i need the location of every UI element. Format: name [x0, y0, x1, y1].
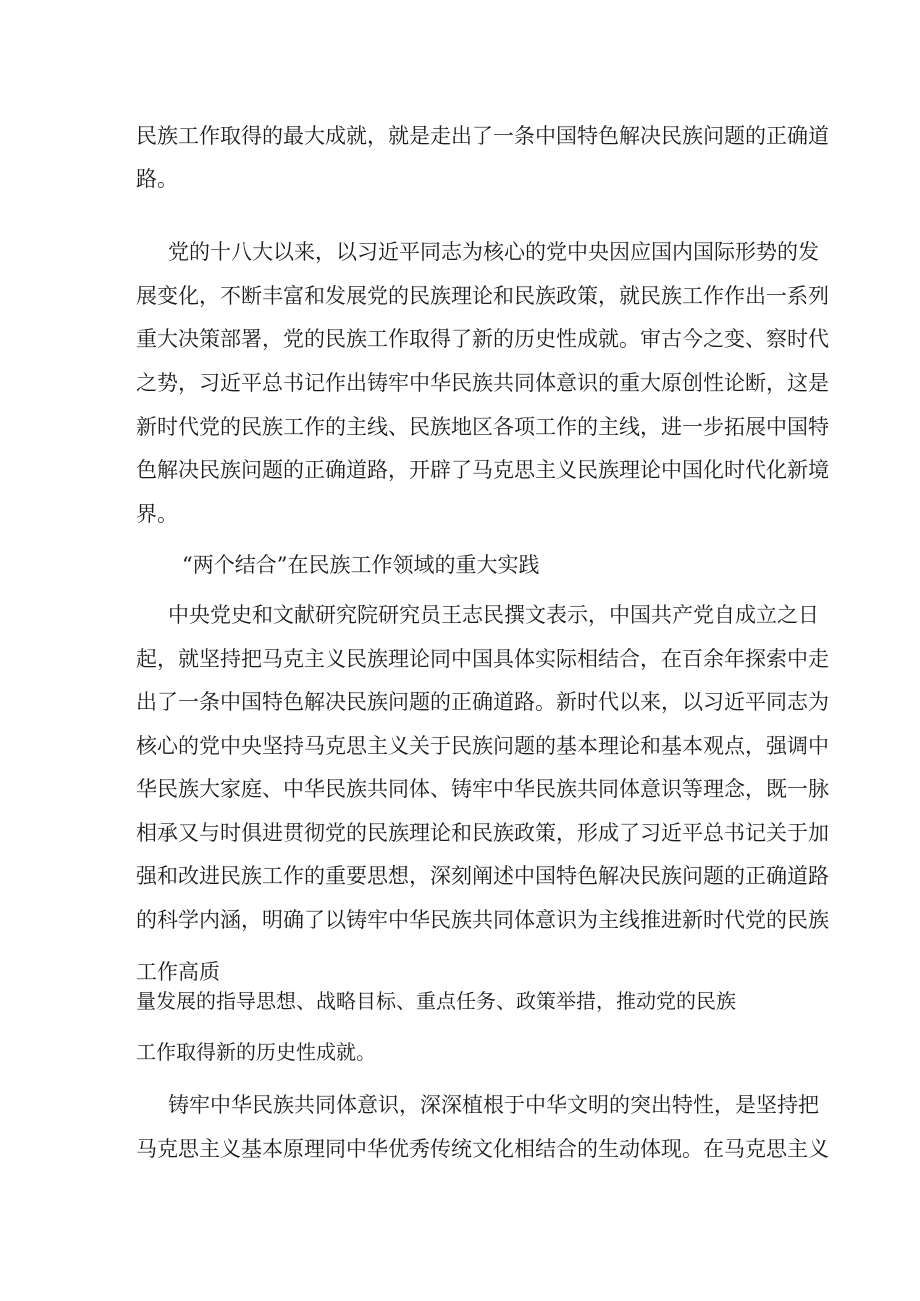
paragraph-start-line: 党的十八大以来，以习近平同志为核心的党中央因应国内国际形势的发 [168, 240, 819, 264]
text-line: 路。 [136, 167, 178, 191]
text-line: 界。 [136, 502, 178, 526]
text-line: 的科学内涵，明确了以铸牢中华民族共同体意识为主线推进新时代党的民族 [136, 908, 829, 932]
paragraph-start-line: 中央党史和文献研究院研究员王志民撰文表示，中国共产党自成立之日 [168, 603, 819, 627]
text-line: 工作高质 [136, 960, 220, 984]
section-heading: “两个结合”在民族工作领域的重大实践 [182, 553, 540, 577]
text-line: 核心的党中央坚持马克思主义关于民族问题的基本理论和基本观点，强调中 [136, 734, 829, 758]
text-line: 量发展的指导思想、战略目标、重点任务、政策举措，推动党的民族 [136, 989, 736, 1013]
text-line: 强和改进民族工作的重要思想，深刻阐述中国特色解决民族问题的正确道路 [136, 864, 829, 888]
text-line: 出了一条中国特色解决民族问题的正确道路。新时代以来，以习近平同志为 [136, 690, 829, 714]
text-line: 新时代党的民族工作的主线、民族地区各项工作的主线，进一步拓展中国特 [136, 415, 829, 439]
text-line: 工作取得新的历史性成就。 [136, 1040, 376, 1064]
text-line: 色解决民族问题的正确道路，开辟了马克思主义民族理论中国化时代化新境 [136, 458, 829, 482]
text-line: 展变化，不断丰富和发展党的民族理论和民族政策，就民族工作作出一系列 [136, 284, 829, 308]
text-line: 华民族大家庭、中华民族共同体、铸牢中华民族共同体意识等理念，既一脉 [136, 777, 829, 801]
text-line: 重大决策部署，党的民族工作取得了新的历史性成就。审古今之变、察时代 [136, 327, 829, 351]
text-line: 相承又与时俱进贯彻党的民族理论和民族政策，形成了习近平总书记关于加 [136, 821, 829, 845]
text-line: 民族工作取得的最大成就，就是走出了一条中国特色解决民族问题的正确道 [136, 124, 829, 148]
text-line: 起，就坚持把马克主义民族理论同中国具体实际相结合，在百余年探索中走 [136, 647, 829, 671]
text-line: 之势，习近平总书记作出铸牢中华民族共同体意识的重大原创性论断，这是 [136, 371, 829, 395]
paragraph-start-line: 铸牢中华民族共同体意识，深深植根于中华文明的突出特性，是坚持把 [168, 1093, 819, 1117]
text-line: 马克思主义基本原理同中华优秀传统文化相结合的生动体现。在马克思主义 [136, 1137, 829, 1161]
